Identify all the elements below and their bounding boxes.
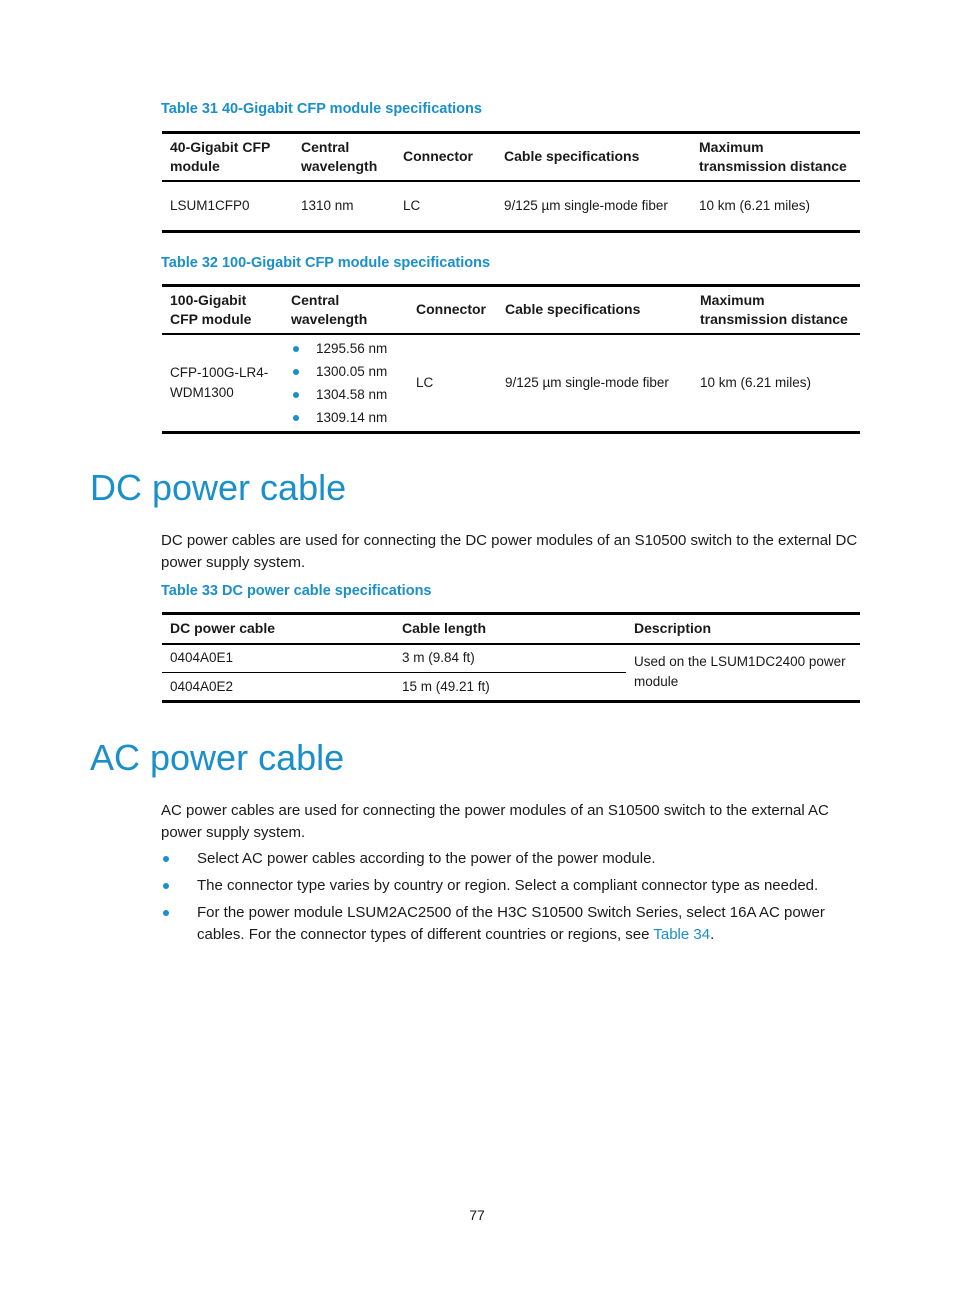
header-cable: DC power cable	[170, 620, 276, 637]
table-33-caption: Table 33 DC power cable specifications	[161, 583, 432, 599]
cell-length: 3 m (9.84 ft)	[402, 650, 475, 666]
table-row	[162, 181, 860, 232]
cell-distance: 10 km (6.21 miles)	[700, 374, 812, 390]
table-31-caption: Table 31 40-Gigabit CFP module specifications	[161, 101, 482, 117]
table-34-link[interactable]: Table 34	[653, 925, 711, 943]
cell-length: 15 m (49.21 ft)	[402, 678, 490, 694]
list-item: The connector type varies by country or region. Select a compliant connector type as needed.	[161, 875, 866, 897]
list-item: 1295.56 nm	[291, 337, 400, 360]
header-connector: Connector	[403, 148, 473, 165]
cell-module: CFP-100G-LR4-WDM1300	[170, 364, 269, 400]
bullet-text: For the power module LSUM2AC2500 of the H3C S10500 Switch Series, select 16A AC power cables. For the connector types of different countries or regions, see	[197, 904, 825, 943]
list-item: Select AC power cables according to the power of the power module.	[161, 848, 866, 870]
ac-section-title: AC power cable	[90, 737, 345, 778]
cell-cable: 9/125 µm single-mode fiber	[504, 197, 668, 213]
list-item: 1300.05 nm	[291, 360, 400, 383]
cell-wavelengths	[283, 334, 408, 433]
header-module: 40-Gigabit CFP module	[170, 138, 271, 174]
ac-bullet-list	[161, 848, 866, 945]
dc-section-title: DC power cable	[90, 467, 347, 508]
table-row	[162, 644, 860, 673]
table-33	[162, 612, 860, 703]
cell-distance: 10 km (6.21 miles)	[699, 197, 811, 213]
table-32-caption: Table 32 100-Gigabit CFP module specifications	[161, 255, 491, 271]
header-wavelength: Central wavelength	[291, 291, 368, 327]
list-item	[161, 902, 866, 945]
list-item: 1309.14 nm	[291, 406, 400, 429]
table-header-row	[162, 614, 860, 644]
header-connector: Connector	[416, 301, 486, 318]
ac-intro: AC power cables are used for connecting the power modules of an S10500 switch to the external AC power supply system.	[161, 802, 829, 841]
cell-connector: LC	[416, 374, 434, 390]
header-distance: Maximum transmission distance	[700, 291, 848, 327]
page-number: 77	[469, 1207, 485, 1223]
header-distance: Maximum transmission distance	[699, 138, 847, 174]
table-header-row	[162, 286, 860, 334]
header-wavelength: Central wavelength	[301, 138, 378, 174]
cell-connector: LC	[403, 197, 421, 213]
header-description: Description	[634, 620, 712, 637]
cell-cable: 9/125 µm single-mode fiber	[505, 374, 669, 390]
table-31	[162, 131, 860, 233]
bullet-end: .	[710, 925, 715, 943]
dc-intro: DC power cables are used for connecting the DC power modules of an S10500 switch to the external DC power supply system.	[161, 532, 858, 571]
header-cable: Cable specifications	[505, 301, 641, 318]
table-32	[162, 284, 860, 434]
table-header-row	[162, 133, 860, 181]
header-module: 100-Gigabit CFP module	[170, 291, 252, 327]
cell-description: Used on the LSUM1DC2400 power module	[626, 644, 860, 702]
cell-module: LSUM1CFP0	[170, 197, 250, 213]
cell-cable: 0404A0E2	[170, 678, 234, 694]
list-item: 1304.58 nm	[291, 383, 400, 406]
table-row	[162, 334, 860, 433]
header-cable: Cable specifications	[504, 148, 640, 165]
cell-wavelength: 1310 nm	[301, 197, 354, 213]
header-length: Cable length	[402, 620, 487, 637]
cell-cable: 0404A0E1	[170, 650, 234, 666]
wavelength-list	[291, 337, 400, 429]
